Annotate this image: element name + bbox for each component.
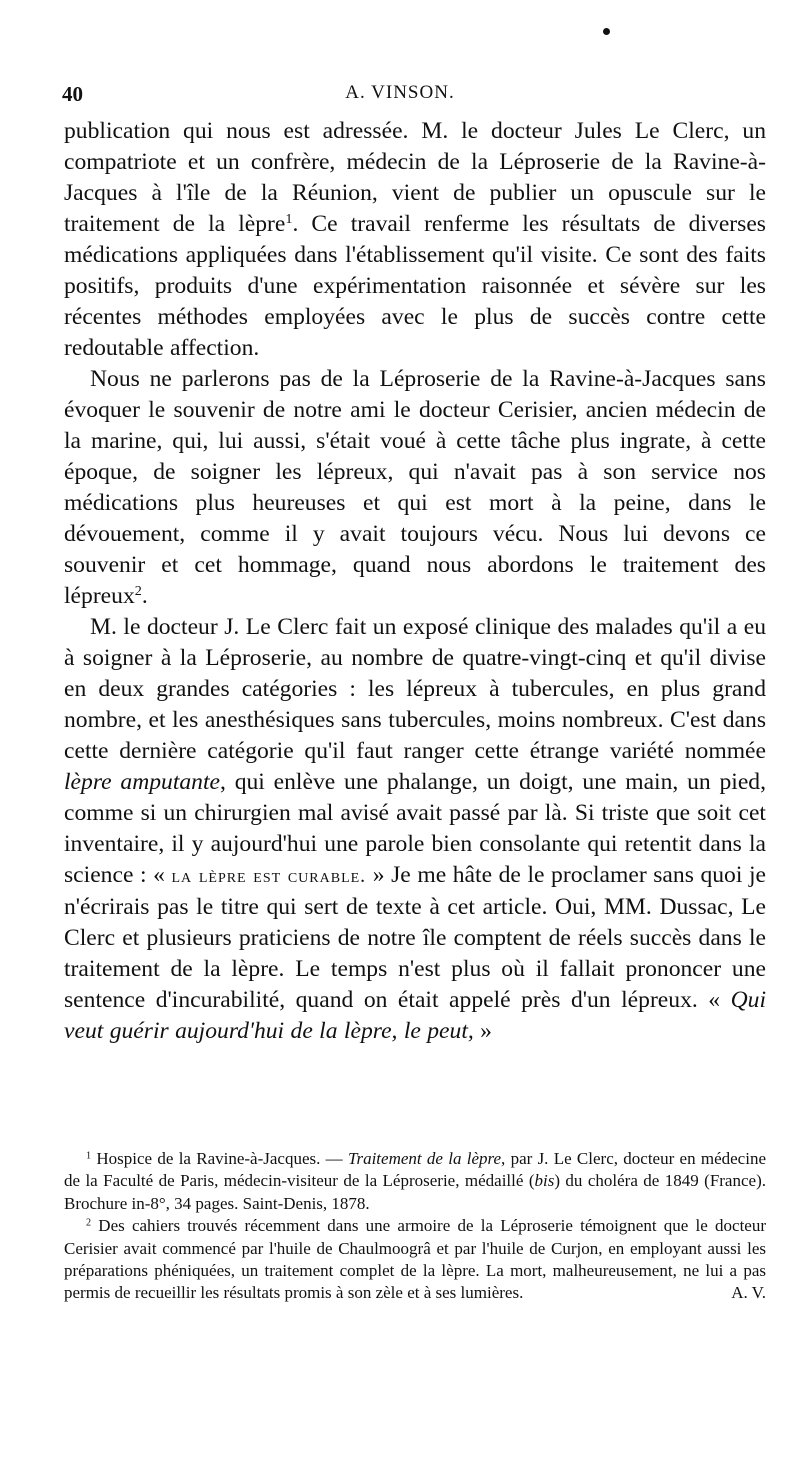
ink-speck [603,28,610,35]
term-lepre-amputante: lèpre amputante [64,769,221,795]
paragraph-2-text-b: . [141,583,148,609]
footnote-ref-2: 2 [134,583,142,600]
footnote-2-text: Des cahiers trouvés récemment dans une armoire de la Léproserie témoignent que le docteur Cerisier avait commencé par l'huile de Chaulmoogrâ et par l'huile de Curjon, en employant aussi les préparations phéniquées, un traitement complet de la lèpre. La mort, malheureusement, ne lui a pas permis de recueillir les résultats promis à son zèle et à ses lumières. [64,1216,766,1303]
body-text [64,116,766,1047]
paragraph-3-text-a: M. le docteur J. Le Clerc fait un exposé clinique des malades qu'il a eu à soigner à la Léproserie, au nombre de quatre-vingt-cinq et qu'il divise en deux grandes catégories : les lépreux à tubercules, en plus grand nombre, et les anesthésiques sans tubercules, moins nombreux. C'est dans cette dernière catégorie qu'il faut ranger cette étrange variété nommée [64,614,766,764]
curable-quote: la lèpre est curable. [171,865,367,887]
footnote-ref-1: 1 [285,211,293,228]
running-title: A. VINSON. [345,82,455,103]
paragraph-2 [64,364,766,612]
footnote-1-bis: bis [534,1171,555,1191]
paragraph-1-text-a: publication qui nous est adressée. M. le docteur Jules Le Clerc, un compatriote et un confrère, médecin de la Léproserie de la Ravine-à-Jacques à l'île de la Réunion, vient de publier un opuscule sur le traitement de la lèpre [64,118,766,237]
running-head [62,82,738,116]
author-signature: A. V. [731,1283,766,1303]
proverb-quote: Qui veut guérir aujourd'hui de la lèpre, le peut, [64,987,766,1044]
paragraph-3 [64,612,766,1047]
footnote-2 [64,1215,766,1305]
paragraph-3-text-d: » [473,1018,492,1044]
paragraph-2-text-a: Nous ne parlerons pas de la Léproserie de la Ravine-à-Jacques sans évoquer le souvenir de notre ami le docteur Cerisier, ancien médecin de la marine, qui, lui aussi, s'était voué à cette tâche plus ingrate, à cette époque, de soigner les lépreux, qui n'avait pas à son service nos médications plus heureuses et qui est mort à la peine, dans le dévouement, comme il y avait toujours vécu. Nous lui devons ce souvenir et cet hommage, quand nous abordons le traitement des lépreux [64,366,766,609]
footnote-2-mark: 2 [86,1217,92,1229]
paragraph-3-text-b: , qui enlève une phalange, un doigt, une main, un pied, comme si un chirurgien mal avisé avait passé par là. Si triste que soit cet inventaire, il y aujourd'hui une parole bien consolante qui retentit dans la science : « [64,769,767,888]
footnote-1-text-b: , par J. Le Clerc, docteur en médecine de la Faculté de Paris, médecin-visiteur de la Léproserie, médaillé ( [64,1149,766,1191]
paragraph-1 [64,116,766,364]
page-number: 40 [62,82,83,106]
paragraph-3-text-c: » Je me hâte de le proclamer sans quoi je n'écrirais pas le titre qui sert de texte à cet article. Oui, MM. Dussac, Le Clerc et plusieurs praticiens de notre île comptent de réels succès dans le traitement de la lèpre. Le temps n'est plus où il fallait prononcer une sentence d'incurabilité, quand on était appelé près d'un lépreux. « [64,862,766,1013]
paragraph-1-text-b: . Ce travail renferme les résultats de diverses médications appliquées dans l'établissement qu'il visite. Ce sont des faits positifs, produits d'une expérimentation raisonnée et sévère sur les récentes méthodes employées avec le plus de succès contre cette redoutable affection. [64,211,766,361]
footnotes [64,1148,766,1305]
footnote-1 [64,1148,766,1215]
footnote-1-text-a: Hospice de la Ravine-à-Jacques. — [91,1149,348,1168]
footnote-1-title: Traitement de la lèpre [347,1149,502,1168]
footnote-1-text-c: ) du choléra de 1849 (France). Brochure in-8°, 34 pages. Saint-Denis, 1878. [64,1171,766,1213]
footnote-1-mark: 1 [86,1150,92,1162]
